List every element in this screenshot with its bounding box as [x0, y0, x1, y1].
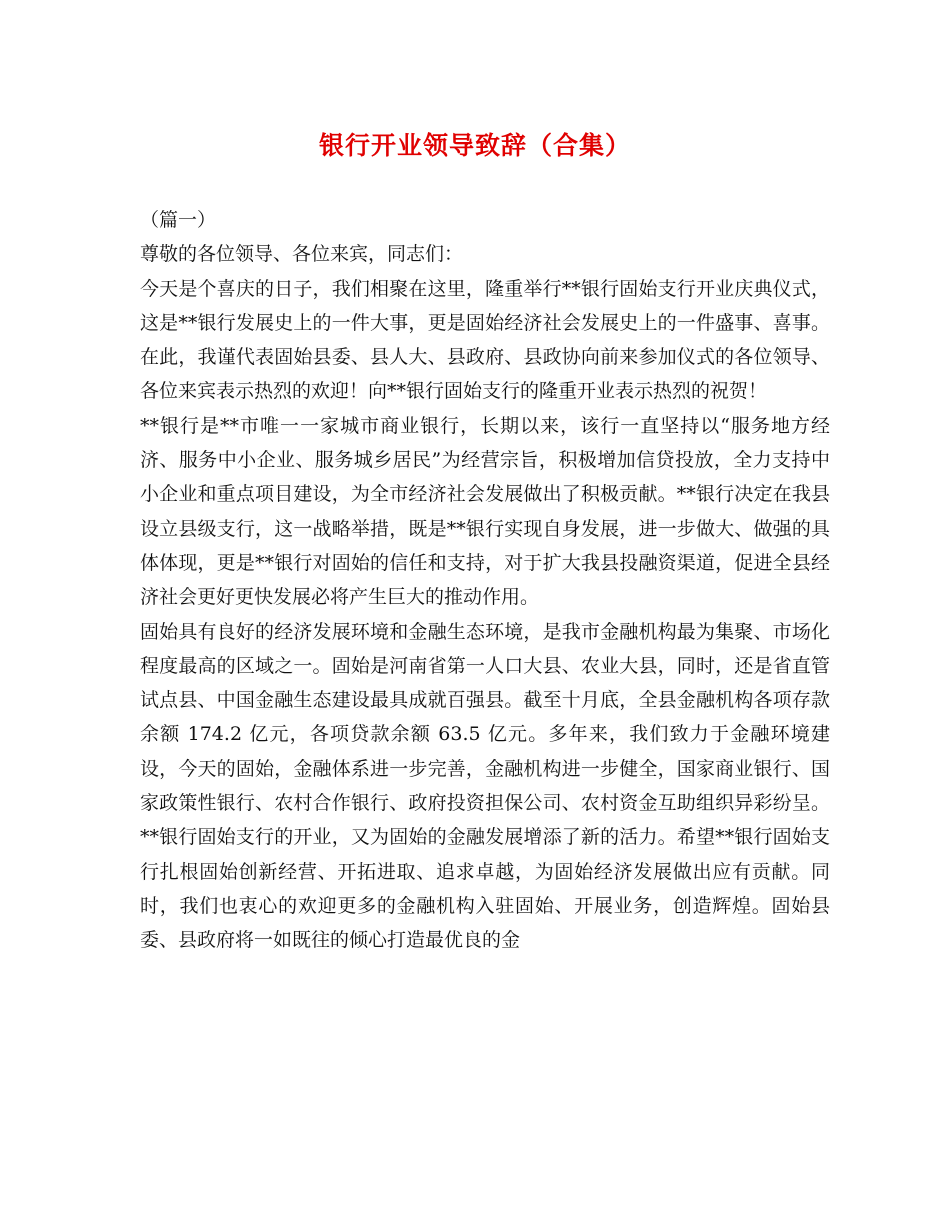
document-body: [140, 203, 830, 958]
section-label: （篇一）: [140, 209, 217, 231]
paragraph-3: 固始具有良好的经济发展环境和金融生态环境，是我市金融机构最为集聚、市场化程度最高的区域之一。固始是河南省第一人口大县、农业大县，同时，还是省直管试点县、中国金融生态建设最具成就百强县。截至十月底，全县金融机构各项存款余额 174.2 亿元，各项贷款余额 63.5 亿元。多年来，我们致力于金融环境建设，今天的固始，金融体系进一步完善，金融机构进一步健全，国家商业银行、国家政策性银行、农村合作银行、政府投资担保公司、农村资金互助组织异彩纷呈。**银行固始支行的开业，又为固始的金融发展增添了新的活力。希望**银行固始支行扎根固始创新经营、开拓进取、追求卓越，为固始经济发展做出应有贡献。同时，我们也衷心的欢迎更多的金融机构入驻固始、开展业务，创造辉煌。固始县委、县政府将一如既往的倾心打造最优良的金: [140, 620, 830, 952]
salutation: 尊敬的各位领导、各位来宾，同志们：: [140, 243, 464, 266]
document-title: 银行开业领导致辞（合集）: [318, 131, 631, 160]
paragraph-1: 今天是个喜庆的日子，我们相聚在这里，隆重举行**银行固始支行开业庆典仪式，这是**银行发展史上的一件大事，更是固始经济社会发展史上的一件盛事、喜事。在此，我谨代表固始县委、县人大、县政府、县政协向前来参加仪式的各位领导、各位来宾表示热烈的欢迎！向**银行固始支行的隆重开业表示热烈的祝贺！: [140, 277, 830, 403]
paragraph-2: **银行是**市唯一一家城市商业银行，长期以来，该行一直坚持以“服务地方经济、服务中小企业、服务城乡居民”为经营宗旨，积极增加信贷投放，全力支持中小企业和重点项目建设，为全市经济社会发展做出了积极贡献。**银行决定在我县设立县级支行，这一战略举措，既是**银行实现自身发展，进一步做大、做强的具体体现，更是**银行对固始的信任和支持，对于扩大我县投融资渠道，促进全县经济社会更好更快发展必将产生巨大的推动作用。: [140, 414, 830, 609]
